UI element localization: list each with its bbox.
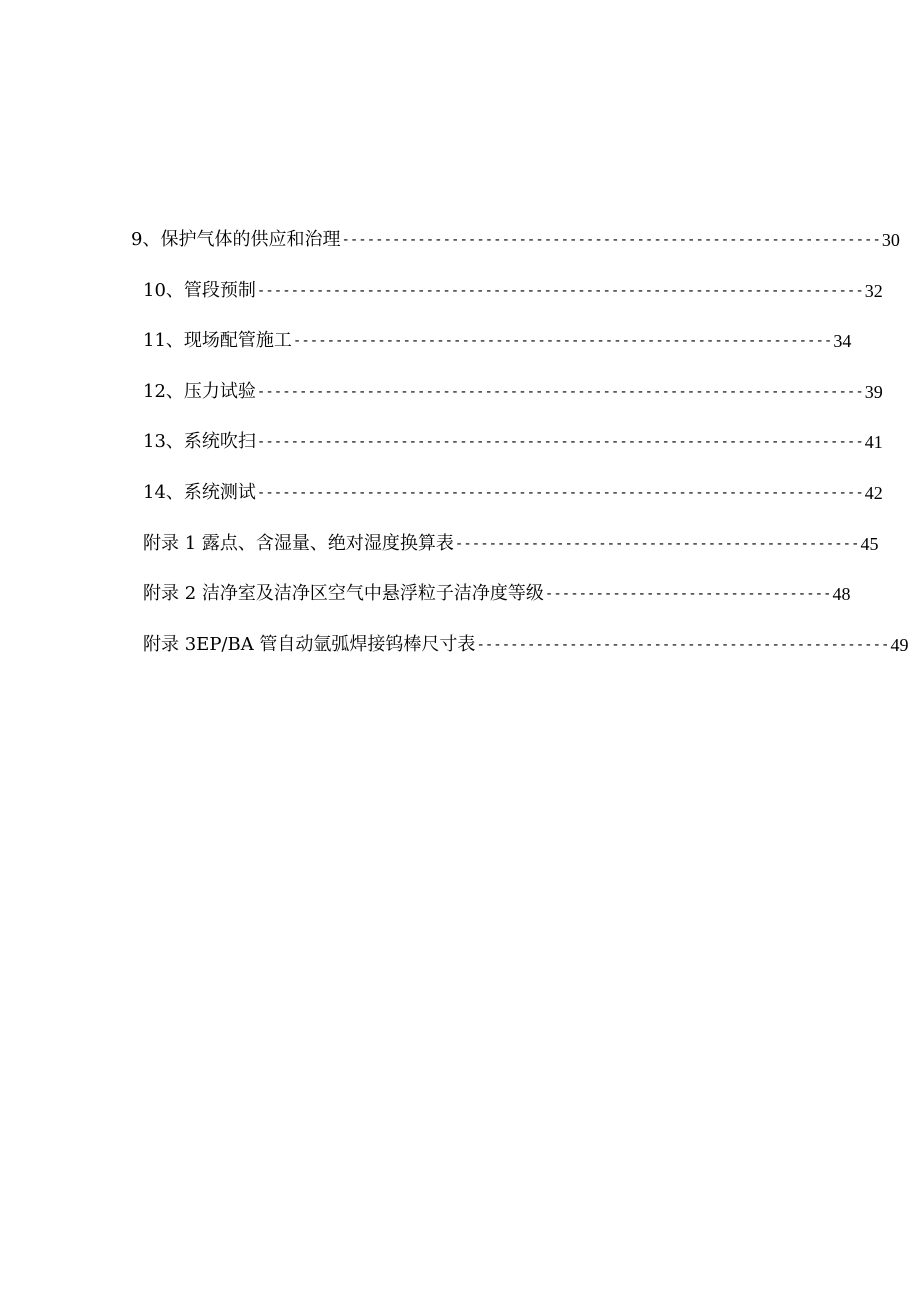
toc-leader-dots: ------------------------------------------------- [476,636,890,653]
toc-leader-dots: ------------------------------------------------ [454,535,860,552]
toc-entry[interactable] [131,226,900,277]
toc-leader-dots: ------------------------------------------------------------------------ [256,282,864,299]
toc-page-number: 42 [864,482,883,503]
toc-entry[interactable] [143,327,852,378]
toc-page-number: 48 [832,584,851,605]
toc-entry-title: 10、管段预制 [143,279,256,301]
toc-entry-title: 附录 2 洁净室及洁净区空气中悬浮粒子洁净度等级 [143,583,544,605]
toc-entry[interactable] [143,428,883,479]
toc-page-number: 32 [864,280,883,301]
toc-entry-title: 14、系统测试 [143,481,256,503]
toc-leader-dots: ---------------------------------------------------------------- [292,333,833,350]
toc-leader-dots: ---------------------------------------------------------------- [341,232,881,248]
toc-entry[interactable] [143,631,909,682]
toc-entry[interactable] [143,277,883,328]
toc-entry[interactable] [143,479,883,530]
toc-entry-title: 附录 3EP/BA 管自动氩弧焊接钨棒尺寸表 [143,633,476,655]
toc-page-number: 49 [890,634,909,655]
toc-entry-title: 12、压力试验 [143,380,256,402]
toc-entry[interactable] [143,378,883,429]
toc-entry-title: 13、系统吹扫 [143,431,256,453]
toc-page-number: 30 [881,230,900,250]
toc-entry-title: 附录 1 露点、含湿量、绝对湿度换算表 [143,532,454,554]
toc-leader-dots: ---------------------------------- [544,586,832,603]
toc-leader-dots: ------------------------------------------------------------------------ [256,434,864,451]
toc-page-number: 34 [833,331,852,352]
table-of-contents [0,226,920,681]
toc-entry-title: 11、现场配管施工 [143,330,292,352]
toc-leader-dots: ------------------------------------------------------------------------ [256,484,864,501]
toc-entry-title: 9、保护气体的供应和治理 [131,229,341,250]
toc-page-number: 39 [864,381,883,402]
toc-page-number: 41 [864,432,883,453]
toc-entry[interactable] [143,580,851,631]
toc-entry[interactable] [143,530,879,581]
toc-leader-dots: ------------------------------------------------------------------------ [256,383,864,400]
toc-page-number: 45 [860,533,879,554]
